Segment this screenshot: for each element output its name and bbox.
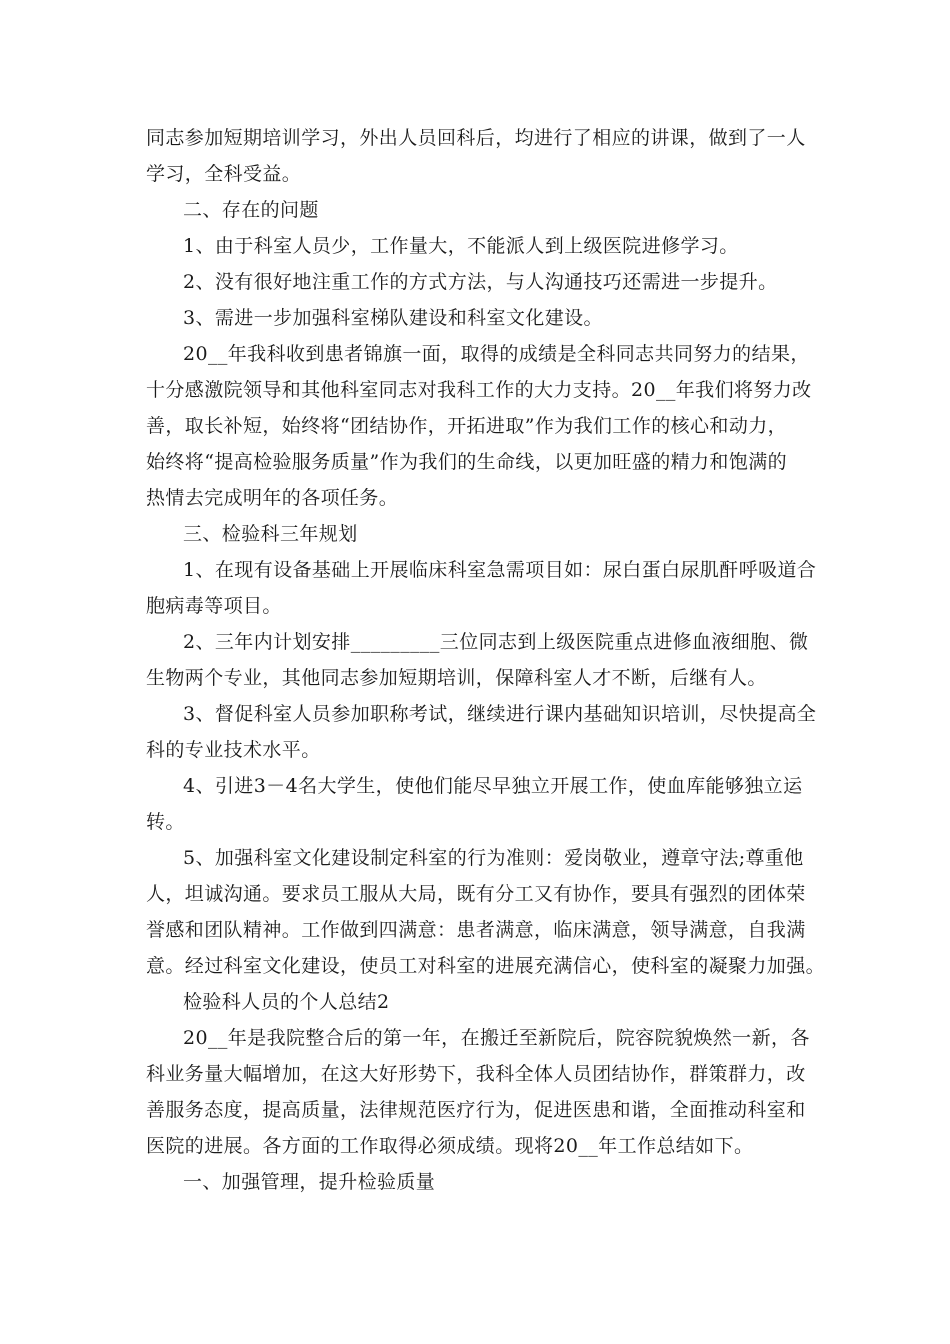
- text-line: 善服务态度，提高质量，法律规范医疗行为，促进医患和谐，全面推动科室和: [146, 1099, 806, 1121]
- text-line: 胞病毒等项目。: [146, 595, 282, 617]
- list-item: 3、督促科室人员参加职称考试，继续进行课内基础知识培训，尽快提高全: [183, 703, 817, 725]
- list-item: 3、需进一步加强科室梯队建设和科室文化建设。: [183, 307, 603, 329]
- text-line: 学习，全科受益。: [146, 163, 302, 185]
- text-line: 誉感和团队精神。工作做到四满意：患者满意，临床满意，领导满意，自我满: [146, 919, 806, 941]
- text-line: 科业务量大幅增加，在这大好形势下，我科全体人员团结协作，群策群力，改: [146, 1063, 806, 1085]
- list-item: 5、加强科室文化建设制定科室的行为准则：爱岗敬业，遵章守法;尊重他: [183, 847, 804, 869]
- section-heading: 二、存在的问题: [183, 199, 319, 221]
- list-item: 2、没有很好地注重工作的方式方法，与人沟通技巧还需进一步提升。: [183, 271, 778, 293]
- text-line: 转。: [146, 811, 185, 833]
- section-heading: 三、检验科三年规划: [183, 523, 358, 545]
- list-item: 1、在现有设备基础上开展临床科室急需项目如：尿白蛋白尿肌酐呼吸道合: [183, 559, 817, 581]
- text-line: 20__年是我院整合后的第一年，在搬迁至新院后，院容院貌焕然一新，各: [183, 1027, 810, 1049]
- list-item: 2、三年内计划安排_________三位同志到上级医院重点进修血液细胞、微: [183, 631, 809, 653]
- text-line: 十分感激院领导和其他科室同志对我科工作的大力支持。20__年我们将努力改: [146, 379, 812, 401]
- text-line: 意。经过科室文化建设，使员工对科室的进展充满信心，使科室的凝聚力加强。: [146, 955, 826, 977]
- text-line: 科的专业技术水平。: [146, 739, 321, 761]
- text-line: 同志参加短期培训学习，外出人员回科后，均进行了相应的讲课，做到了一人: [146, 127, 806, 149]
- text-line: 善，取长补短，始终将“团结协作，开拓进取”作为我们工作的核心和动力，: [146, 415, 788, 437]
- text-line: 人，坦诚沟通。要求员工服从大局，既有分工又有协作，要具有强烈的团体荣: [146, 883, 806, 905]
- section-heading: 一、加强管理，提升检验质量: [183, 1171, 436, 1193]
- text-line: 医院的进展。各方面的工作取得必须成绩。现将20__年工作总结如下。: [146, 1135, 754, 1157]
- text-line: 热情去完成明年的各项任务。: [146, 487, 399, 509]
- list-item: 1、由于科室人员少，工作量大，不能派人到上级医院进修学习。: [183, 235, 739, 257]
- text-line: 始终将“提高检验服务质量”作为我们的生命线，以更加旺盛的精力和饱满的: [146, 451, 788, 473]
- section-title: 检验科人员的个人总结2: [183, 991, 390, 1013]
- text-line: 生物两个专业，其他同志参加短期培训，保障科室人才不断，后继有人。: [146, 667, 767, 689]
- list-item: 4、引进3－4名大学生，使他们能尽早独立开展工作，使血库能够独立运: [183, 775, 803, 797]
- text-line: 20__年我科收到患者锦旗一面，取得的成绩是全科同志共同努力的结果，: [183, 343, 810, 365]
